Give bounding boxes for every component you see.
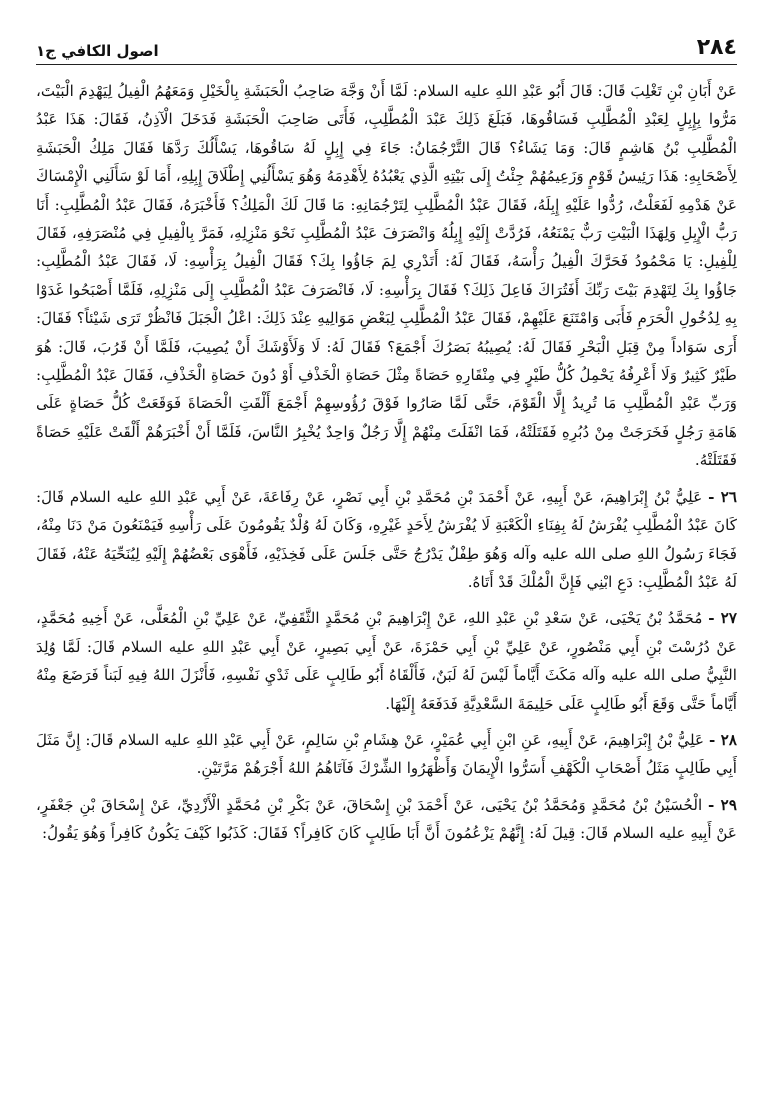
- hadith-number: ٢٧ -: [708, 609, 738, 628]
- hadith-number: ٢٦ -: [708, 487, 738, 506]
- hadith-number: ٢٨ -: [709, 730, 738, 749]
- hadith-27: [36, 604, 737, 718]
- book-title: اصول الكافي ج١: [36, 42, 159, 60]
- body-text: [36, 77, 737, 848]
- page-header: [36, 30, 737, 65]
- page-number: ٢٨٤: [696, 35, 737, 60]
- paragraph: [36, 77, 737, 475]
- hadith-number: ٢٩ -: [708, 795, 737, 814]
- paragraph-text: مُحَمَّدُ بْنُ يَحْيَى، عَنْ سَعْدِ بْنِ عَبْدِ اللهِ، عَنْ إِبْرَاهِيمَ بْنِ مُحَمَّدٍ الثَّقَفِيِّ، عَنْ عَلِيِّ بْنِ الْمُعَلَّى، عَنْ أَخِيهِ مُحَمَّدٍ، عَنْ دُرُسْتَ بْنِ أَبِي مَنْصُورٍ، عَنْ عَلِيِّ بْنِ أَبِي حَمْزَةَ، عَنْ أَبِي بَصِيرٍ، عَنْ أَبِي عَبْدِ اللهِ عليه السلام قَالَ: لَمَّا وُلِدَ النَّبِيُّ صلى الله عليه وآله مَكَثَ أَيَّاماً لَيْسَ لَهُ لَبَنٌ، فَأَلْقَاهُ أَبُو طَالِبٍ عَلَى ثَدْيِ نَفْسِهِ، فَأَنْزَلَ اللهُ فِيهِ لَبَناً فَرَضَعَ مِنْهُ أَيَّاماً حَتَّى وَقَعَ أَبُو طَالِبٍ عَلَى حَلِيمَةَ السَّعْدِيَّةِ فَدَفَعَهُ إِلَيْهَا.: [36, 609, 737, 713]
- hadith-26: [36, 483, 737, 597]
- paragraph-text: عَنْ أَبَانِ بْنِ تَغْلِبَ قَالَ: قَالَ أَبُو عَبْدِ اللهِ عليه السلام: لَمَّا أَنْ وَجَّهَ صَاحِبُ الْحَبَشَةِ بِالْخَيْلِ وَمَعَهُمُ الْفِيلُ لِيَهْدِمَ الْبَيْتَ، مَرُّوا بِإِبِلٍ لِعَبْدِ الْمُطَّلِبِ فَسَاقُوهَا، فَبَلَغَ ذَلِكَ عَبْدَ الْمُطَّلِبِ، فَأَتَى صَاحِبَ الْحَبَشَةِ فَدَخَلَ الْآذِنُ، فَقَالَ: هَذَا عَبْدُ الْمُطَّلِبِ بْنُ هَاشِمٍ قَالَ: وَمَا يَشَاءُ؟ قَالَ التَّرْجُمَانُ: جَاءَ فِي إِبِلٍ لَهُ سَاقُوهَا، يَسْأَلُكَ رَدَّهَا فَقَالَ مَلِكُ الْحَبَشَةِ لِأَصْحَابِهِ: هَذَا رَئِيسُ قَوْمٍ وَزَعِيمُهُمْ جِئْتُ إِلَى بَيْتِهِ الَّذِي يَعْبُدُهُ لِأَهْدِمَهُ وَهُوَ يَسْأَلُنِي إِطْلَاقَ إِبِلِهِ، أَمَا لَوْ سَأَلَنِي الْإِمْسَاكَ عَنْ هَدْمِهِ لَفَعَلْتُ، رُدُّوا عَلَيْهِ إِبِلَهُ، فَقَالَ عَبْدُ الْمُطَّلِبِ لِتَرْجُمَانِهِ: مَا قَالَ لَكَ الْمَلِكُ؟ فَأَخْبَرَهُ، فَقَالَ عَبْدُ الْمُطَّلِبِ: أَنَا رَبُّ الْإِبِلِ وَلِهَذَا الْبَيْتِ رَبٌّ يَمْنَعُهُ، فَرُدَّتْ إِلَيْهِ إِبِلُهُ وَانْصَرَفَ عَبْدُ الْمُطَّلِبِ نَحْوَ مَنْزِلِهِ، فَمَرَّ بِالْفِيلِ فِي مُنْصَرَفِهِ، فَقَالَ لِلْفِيلِ: يَا مَحْمُودُ فَحَرَّكَ الْفِيلُ رَأْسَهُ، فَقَالَ لَهُ: أَتَدْرِي لِمَ جَاؤُوا بِكَ؟ فَقَالَ الْفِيلُ بِرَأْسِهِ: لَا، فَقَالَ عَبْدُ الْمُطَّلِبِ: جَاؤُوا بِكَ لِتَهْدِمَ بَيْتَ رَبِّكَ أَفَتُرَاكَ فَاعِلَ ذَلِكَ؟ فَقَالَ بِرَأْسِهِ: لَا، فَانْصَرَفَ عَبْدُ الْمُطَّلِبِ إِلَى مَنْزِلِهِ، فَلَمَّا أَصْبَحُوا غَدَوْا بِهِ لِدُخُولِ الْحَرَمِ فَأَبَى وَامْتَنَعَ عَلَيْهِمْ، فَقَالَ عَبْدُ الْمُطَّلِبِ لِبَعْضِ مَوَالِيهِ عِنْدَ ذَلِكَ: اعْلُ الْجَبَلَ فَانْظُرْ تَرَى شَيْئاً؟ فَقَالَ: أَرَى سَوَاداً مِنْ قِبَلِ الْبَحْرِ فَقَالَ لَهُ: يُصِيبُهُ بَصَرُكَ أَجْمَعَ؟ فَقَالَ لَهُ: لَا وَلَأَوْشَكَ أَنْ يُصِيبَ، فَلَمَّا أَنْ قَرُبَ، قَالَ: هُوَ طَيْرٌ كَثِيرٌ وَلَا أَعْرِفُهُ يَحْمِلُ كُلُّ طَيْرٍ فِي مِنْقَارِهِ حَصَاةً مِثْلَ حَصَاةِ الْخَذْفِ أَوْ دُونَ حَصَاةِ الْخَذْفِ، فَقَالَ عَبْدُ الْمُطَّلِبِ: وَرَبِّ عَبْدِ الْمُطَّلِبِ مَا تُرِيدُ إِلَّا الْقَوْمَ، حَتَّى لَمَّا صَارُوا فَوْقَ رُؤُوسِهِمْ أَجْمَعَ أَلْقَتِ الْحَصَاةَ فَوَقَعَتْ كُلُّ حَصَاةٍ عَلَى هَامَةِ رَجُلٍ فَخَرَجَتْ مِنْ دُبُرِهِ فَقَتَلَتْهُ، فَمَا انْفَلَتَ مِنْهُمْ إِلَّا رَجُلٌ وَاحِدٌ يُخْبِرُ النَّاسَ، فَلَمَّا أَنْ أَخْبَرَهُمْ أَلْقَتْ عَلَيْهِ حَصَاةً فَقَتَلَتْهُ.: [36, 82, 737, 470]
- paragraph-text: عَلِيُّ بْنُ إِبْرَاهِيمَ، عَنْ أَبِيهِ، عَنْ أَحْمَدَ بْنِ مُحَمَّدِ بْنِ أَبِي نَصْرٍ، عَنْ رِفَاعَةَ، عَنْ أَبِي عَبْدِ اللهِ عليه السلام قَالَ: كَانَ عَبْدُ الْمُطَّلِبِ يُفْرَشُ لَهُ بِفِنَاءِ الْكَعْبَةِ لَا يُفْرَشُ لِأَحَدٍ غَيْرِهِ، وَكَانَ لَهُ وُلْدٌ يَقُومُونَ عَلَى رَأْسِهِ فَيَمْنَعُونَ مَنْ دَنَا مِنْهُ، فَجَاءَ رَسُولُ اللهِ صلى الله عليه وآله وَهُوَ طِفْلٌ يَدْرُجُ حَتَّى جَلَسَ عَلَى فَخِذَيْهِ، فَأَهْوَى بَعْضُهُمْ إِلَيْهِ لِيُنَحِّيَهُ عَنْهُ، فَقَالَ لَهُ عَبْدُ الْمُطَّلِبِ: دَعِ ابْنِي فَإِنَّ الْمُلْكَ قَدْ أَتَاهُ.: [36, 487, 737, 591]
- paragraph-text: عَلِيُّ بْنُ إِبْرَاهِيمَ، عَنْ أَبِيهِ، عَنِ ابْنِ أَبِي عُمَيْرٍ، عَنْ هِشَامِ بْنِ سَالِمٍ، عَنْ أَبِي عَبْدِ اللهِ عليه السلام قَالَ: إِنَّ مَثَلَ أَبِي طَالِبٍ مَثَلُ أَصْحَابِ الْكَهْفِ أَسَرُّوا الْإِيمَانَ وَأَظْهَرُوا الشِّرْكَ فَآتَاهُمُ اللهُ أَجْرَهُمْ مَرَّتَيْنِ.: [36, 730, 737, 778]
- hadith-29: [36, 791, 737, 848]
- hadith-28: [36, 726, 737, 783]
- paragraph-text: الْحُسَيْنُ بْنُ مُحَمَّدٍ وَمُحَمَّدُ بْنُ يَحْيَى، عَنْ أَحْمَدَ بْنِ إِسْحَاقَ، عَنْ بَكْرِ بْنِ مُحَمَّدٍ الْأَزْدِيِّ، عَنْ إِسْحَاقَ بْنِ جَعْفَرٍ، عَنْ أَبِيهِ عليه السلام قَالَ: قِيلَ لَهُ: إِنَّهُمْ يَزْعُمُونَ أَنَّ أَبَا طَالِبٍ كَانَ كَافِراً؟ فَقَالَ: كَذَبُوا كَيْفَ يَكُونُ كَافِراً وَهُوَ يَقُولُ:: [36, 795, 737, 843]
